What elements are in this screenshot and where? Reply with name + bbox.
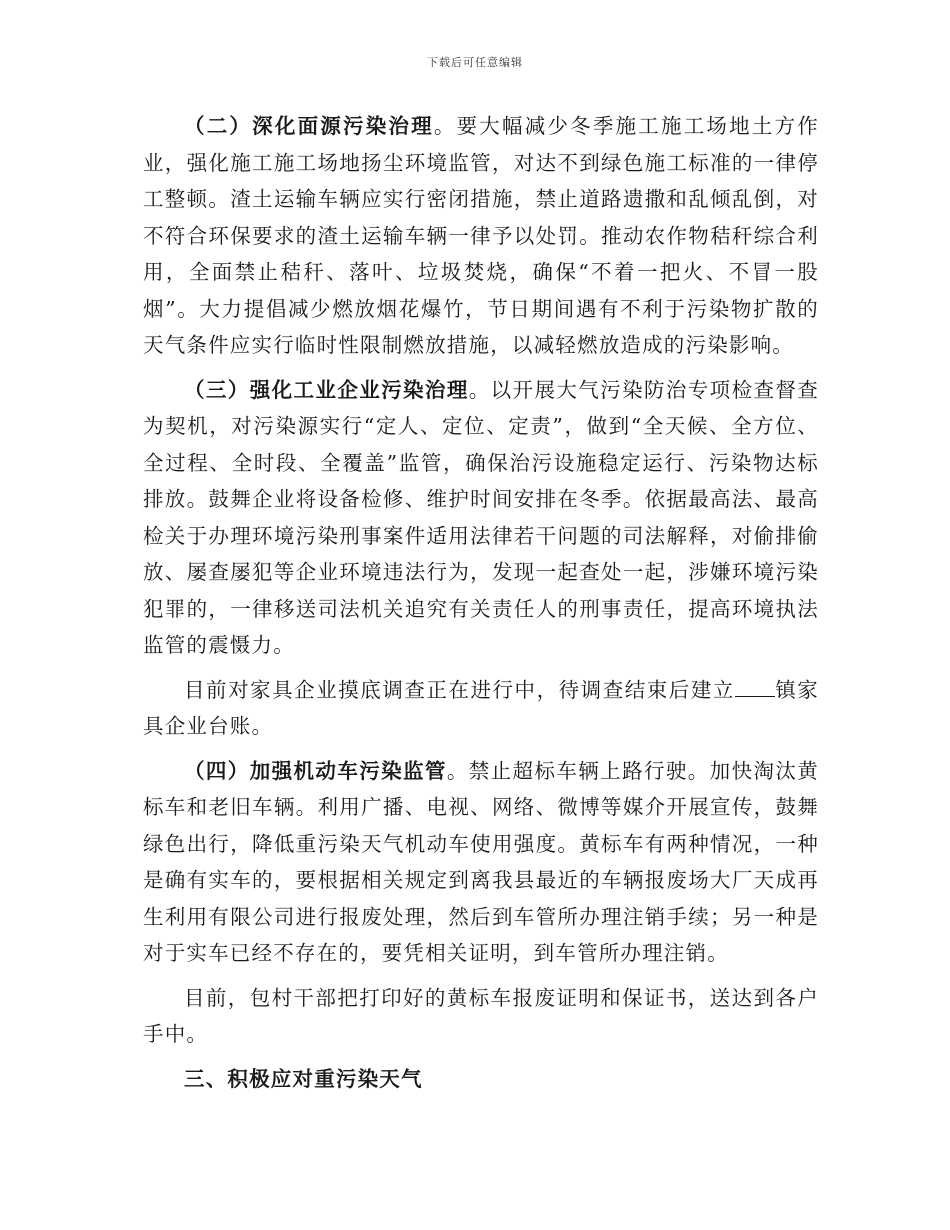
paragraph-text: 。以开展大气污染防治专项检查督查为契机，对污染源实行“定人、定位、定责”，做到“全天候、全方位、全过程、全时段、全覆盖”监管，确保治污设施稳定运行、污染物达标排放。鼓舞企业将设备检修、维护时间安排在冬季。依据最高法、最高检关于办理环境污染刑事案件适用法律若干问题的司法解释，对偷排偷放、屡查屡犯等企业环境违法行为，发现一起查处一起，涉嫌环境污染犯罪的，一律移送司法机关追究有关责任人的刑事责任，提高环境执法监管的震慑力。 <box>143 377 819 657</box>
paragraph-vehicle-pollution <box>143 753 819 972</box>
document-body <box>143 108 819 1097</box>
paragraph-lead: （三）强化工业企业污染治理 <box>184 377 469 402</box>
fill-in-blank <box>735 676 775 697</box>
paragraph-text: 目前对家具企业摸底调查正在进行中，待调查结束后建立 <box>184 677 735 702</box>
paragraph-industrial-pollution <box>143 372 819 664</box>
paragraph-text: 目前，包村干部把打印好的黄标车报废证明和保证书，送达到各户手中。 <box>143 985 819 1046</box>
page-header: 下载后可任意编辑 <box>427 56 523 69</box>
paragraph-text: 镇家具企业台账。 <box>143 677 819 738</box>
paragraph-furniture-survey <box>143 672 819 745</box>
section-heading: 三、积极应对重污染天气 <box>184 1066 423 1091</box>
paragraph-text: 。要大幅减少冬季施工施工场地土方作业，强化施工施工场地扬尘环境监管，对达不到绿色施工标准的一律停工整顿。渣土运输车辆应实行密闭措施，禁止道路遗撒和乱倾乱倒，对不符合环保要求的渣土运输车辆一律予以处罚。推动农作物秸秆综合利用，全面禁止秸秆、落叶、垃圾焚烧，确保“不着一把火、不冒一股烟”。大力提倡减少燃放烟花爆竹，节日期间遇有不利于污染物扩散的天气条件应实行临时性限制燃放措施，以减轻燃放造成的污染影响。 <box>143 114 819 357</box>
paragraph-non-point-pollution <box>143 108 819 364</box>
paragraph-lead: （二）深化面源污染治理 <box>184 114 434 138</box>
paragraph-lead: （四）加强机动车污染监管 <box>184 758 447 783</box>
paragraph-village-cadres <box>143 980 819 1053</box>
paragraph-text: 。禁止超标车辆上路行驶。加快淘汰黄标车和老旧车辆。利用广播、电视、网络、微博等媒介开展宣传，鼓舞绿色出行，降低重污染天气机动车使用强度。黄标车有两种情况，一种是确有实车的，要根据相关规定到离我县最近的车辆报废场大厂天成再生利用有限公司进行报废处理，然后到车管所办理注销手续；另一种是对于实车已经不存在的，要凭相关证明，到车管所办理注销。 <box>143 758 819 965</box>
